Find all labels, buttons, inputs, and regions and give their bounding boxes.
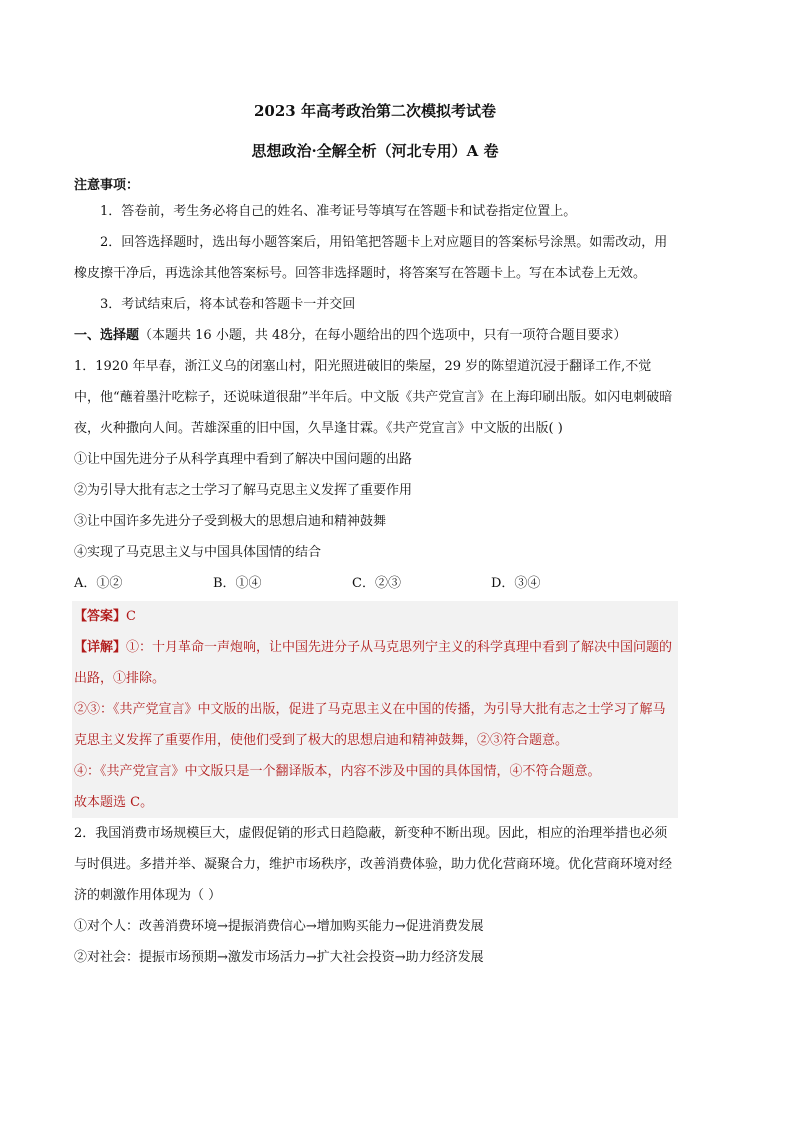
notice-item-3: 3．考试结束后，将本试卷和答题卡一并交回 — [100, 297, 356, 312]
q1-statement-1: ①让中国先进分子从科学真理中看到了解决中国问题的出路 — [74, 452, 413, 467]
notice-item-1: 1．答卷前，考生务必将自己的姓名、准考证号等填写在答题卡和试卷指定位置上。 — [100, 204, 577, 219]
q1-answer — [74, 601, 676, 632]
notice-heading: 注意事项： — [74, 178, 140, 193]
q1-detail-3: ④：《共产党宣言》中文版只是一个翻译版本，内容不涉及中国的具体国情，④不符合题意。 — [74, 764, 601, 779]
q1-stem: 1．1920 年早春，浙江义乌的闭塞山村，阳光照进破旧的柴屋，29 岁的陈望道沉浸于翻译工作,不觉中，他“蘸着墨汁吃粽子，还说味道很甜”半年后。中文版《共产党宣言》在上海印刷出版。如闪电刺破暗夜，火种撒向人间。苦雄深重的旧中国，久旱逢甘霖。《共产党宣言》中文版的出版( ) — [74, 359, 673, 436]
answer-label: 【答案】 — [74, 609, 127, 624]
detail-label: 【详解】 — [74, 640, 127, 655]
notice-item-2: 2．回答选择题时，选出每小题答案后，用铅笔把答题卡上对应题目的答案标号涂黑。如需改动，用橡皮擦干净后，再选涂其他答案标号。回答非选择题时，将答案写在答题卡上。写在本试卷上无效。 — [74, 235, 668, 281]
section-description: （本题共 16 小题，共 48分，在每小题给出的四个选项中，只有一项符合题目要求） — [139, 328, 627, 343]
q1-statement-2: ②为引导大批有志之士学习了解马克思主义发挥了重要作用 — [74, 483, 413, 498]
q1-option-d: D．③④ — [491, 576, 541, 591]
q1-detail-1 — [74, 632, 676, 694]
exam-subtitle: 思想政治·全解全析（河北专用）A 卷 — [251, 142, 499, 160]
q1-statement-3: ③让中国许多先进分子受到极大的思想启迪和精神鼓舞 — [74, 514, 387, 529]
q1-detail-2: ②③：《共产党宣言》中文版的出版，促进了马克思主义在中国的传播，为引导大批有志之士学习了解马克思主义发挥了重要作用，使他们受到了极大的思想启迪和精神鼓舞，②③符合题意。 — [74, 702, 666, 748]
exam-title: 2023 年高考政治第二次模拟考试卷 — [254, 102, 496, 120]
q2-stem: 2．我国消费市场规模巨大，虚假促销的形式日趋隐蔽，新变种不断出现。因此，相应的治理举措也必须与时俱进。多措并举、凝聚合力，维护市场秩序，改善消费体验，助力优化营商环境。优化营商环境对经济的刺激作用体现为（ ） — [74, 826, 673, 903]
section-label: 一、选择题 — [74, 328, 140, 343]
q1-option-a: A．①② — [74, 576, 123, 591]
answer-value: C — [126, 609, 136, 624]
q1-answer-box — [72, 601, 678, 818]
q1-options — [74, 568, 676, 599]
q1-detail-4: 故本题选 C。 — [74, 795, 154, 810]
q1-option-c: C．②③ — [352, 576, 401, 591]
q2-statement-1: ①对个人：改善消费环境→提振消费信心→增加购买能力→促进消费发展 — [74, 919, 484, 934]
detail-line-1: ①：十月革命一声炮响，让中国先进分子从马克思列宁主义的科学真理中看到了解决中国问题的出路，①排除。 — [74, 640, 673, 686]
page-content — [74, 100, 676, 973]
q1-statement-4: ④实现了马克思主义与中国具体国情的结合 — [74, 545, 322, 560]
q1-option-b: B．①④ — [213, 576, 262, 591]
section-heading — [74, 320, 676, 351]
q2-statement-2: ②对社会：提振市场预期→激发市场活力→扩大社会投资→助力经济发展 — [74, 950, 484, 965]
